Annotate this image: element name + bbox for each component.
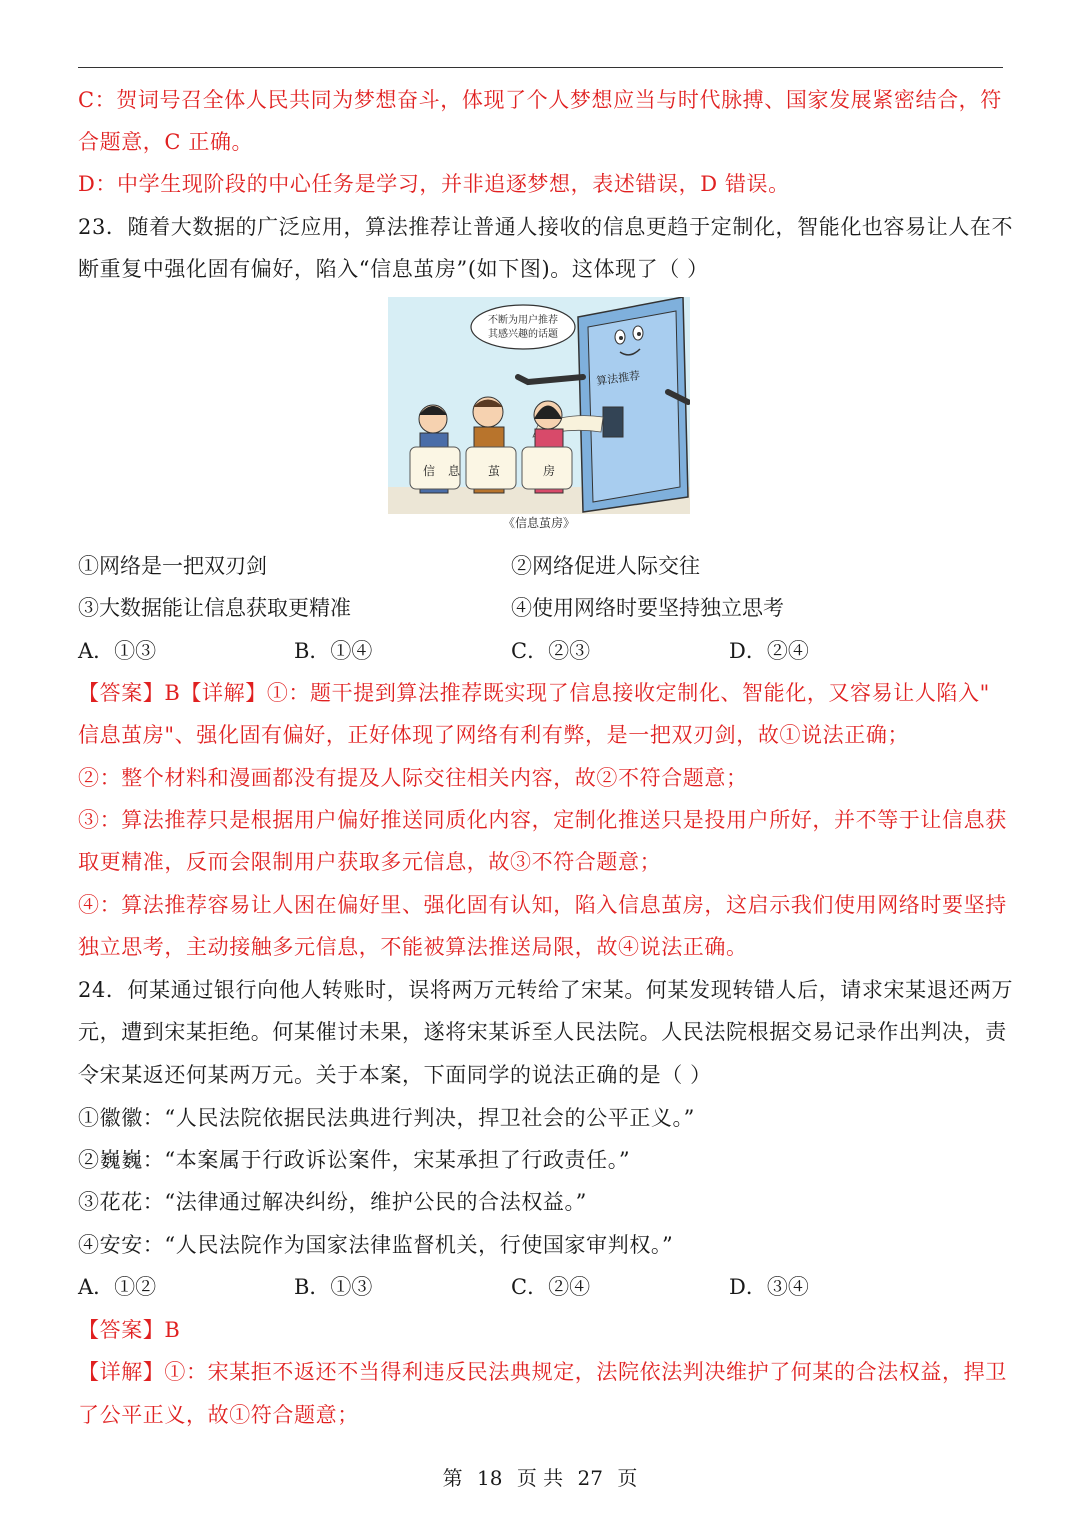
scroll-char-2: 息 bbox=[448, 464, 461, 478]
footer-suffix: 页 bbox=[617, 1466, 638, 1490]
text-line: 令宋某返还何某两万元。关于本案，下面同学的说法正确的是（ ） bbox=[78, 1063, 712, 1087]
text-line: C：贺词号召全体人民共同为梦想奋斗，体现了个人梦想应当与时代脉搏、国家发展紧密结合，符 bbox=[78, 88, 1002, 112]
speech-line-1: 不断为用户推荐 bbox=[488, 315, 558, 326]
footer-mid: 页 共 bbox=[516, 1466, 564, 1490]
text-line: 取更精准，反而会限制用户获取多元信息，故③不符合题意； bbox=[78, 850, 662, 874]
scroll-char-3: 茧 bbox=[488, 464, 501, 478]
text-line: 了公平正义，故①符合题意； bbox=[78, 1403, 359, 1427]
text-line: 【答案】B【详解】①：题干提到算法推荐既实现了信息接收定制化、智能化，又容易让人陷入" bbox=[78, 681, 990, 705]
header-rule bbox=[78, 67, 1003, 68]
text-line: ②：整个材料和漫画都没有提及人际交往相关内容，故②不符合题意； bbox=[78, 766, 748, 790]
q23-choice-d: D．②④ bbox=[729, 639, 809, 663]
page-footer bbox=[0, 1462, 1080, 1491]
q23-statement-4: ④使用网络时要坚持独立思考 bbox=[511, 596, 784, 620]
q23-statement-1: ①网络是一把双刃剑 bbox=[78, 554, 267, 578]
q23-choice-c: C．②③ bbox=[511, 639, 591, 663]
text-line: 24．何某通过银行向他人转账时，误将两万元转给了宋某。何某发现转错人后，请求宋某退还两万 bbox=[78, 978, 1014, 1002]
footer-page-number: 18 bbox=[477, 1466, 503, 1490]
footer-total-pages: 27 bbox=[577, 1466, 603, 1490]
scroll-char-4: 房 bbox=[543, 464, 556, 478]
text-line: 信息茧房"、强化固有偏好，正好体现了网络有利有弊，是一把双刃剑，故①说法正确； bbox=[78, 723, 910, 747]
text-line: D：中学生现阶段的中心任务是学习，并非追逐梦想，表述错误，D 错误。 bbox=[78, 172, 790, 196]
q24-choice-b: B．①③ bbox=[294, 1275, 373, 1299]
speech-line-2: 其感兴趣的话题 bbox=[488, 329, 558, 340]
text-line: ④安安：“人民法院作为国家法律监督机关，行使国家审判权。” bbox=[78, 1233, 674, 1257]
q23-statement-3: ③大数据能让信息获取更精准 bbox=[78, 596, 351, 620]
text-line: ③：算法推荐只是根据用户偏好推送同质化内容，定制化推送只是投用户所好，并不等于让信息获 bbox=[78, 808, 1007, 832]
q23-choice-a: A．①③ bbox=[78, 639, 157, 663]
text-line: 断重复中强化固有偏好，陷入“信息茧房”(如下图)。这体现了（ ） bbox=[78, 257, 709, 281]
text-line: 独立思考，主动接触多元信息，不能被算法推送局限，故④说法正确。 bbox=[78, 935, 748, 959]
q24-choice-a: A．①② bbox=[78, 1275, 157, 1299]
scroll-char-1: 信 bbox=[423, 464, 436, 478]
text-line: ②巍巍：“本案属于行政诉讼案件，宋某承担了行政责任。” bbox=[78, 1148, 631, 1172]
footer-prefix: 第 bbox=[442, 1466, 463, 1490]
q24-choice-c: C．②④ bbox=[511, 1275, 591, 1299]
q24-choice-d: D．③④ bbox=[729, 1275, 809, 1299]
text-line: 【详解】①：宋某拒不返还不当得利违反民法典规定，法院依法判决维护了何某的合法权益，捍卫 bbox=[78, 1360, 1007, 1384]
information-cocoon-cartoon bbox=[388, 297, 690, 514]
text-line: 元，遭到宋某拒绝。何某催讨未果，遂将宋某诉至人民法院。人民法院根据交易记录作出判决，责 bbox=[78, 1020, 1007, 1044]
text-line: ③花花：“法律通过解决纠纷，维护公民的合法权益。” bbox=[78, 1190, 587, 1214]
text-line: ④：算法推荐容易让人困在偏好里、强化固有认知，陷入信息茧房，这启示我们使用网络时要坚持 bbox=[78, 893, 1007, 917]
text-line: 【答案】B bbox=[78, 1318, 181, 1342]
q23-choice-b: B．①④ bbox=[294, 639, 373, 663]
text-line: 23．随着大数据的广泛应用，算法推荐让普通人接收的信息更趋于定制化，智能化也容易让人在不 bbox=[78, 215, 1014, 239]
figure-caption: 《信息茧房》 bbox=[502, 516, 575, 530]
q23-statement-2: ②网络促进人际交往 bbox=[511, 554, 700, 578]
text-line: ①徽徽：“人民法院依据民法典进行判决，捍卫社会的公平正义。” bbox=[78, 1106, 695, 1130]
text-line: 合题意，C 正确。 bbox=[78, 130, 254, 154]
door-label: 算法推荐 bbox=[595, 368, 641, 388]
